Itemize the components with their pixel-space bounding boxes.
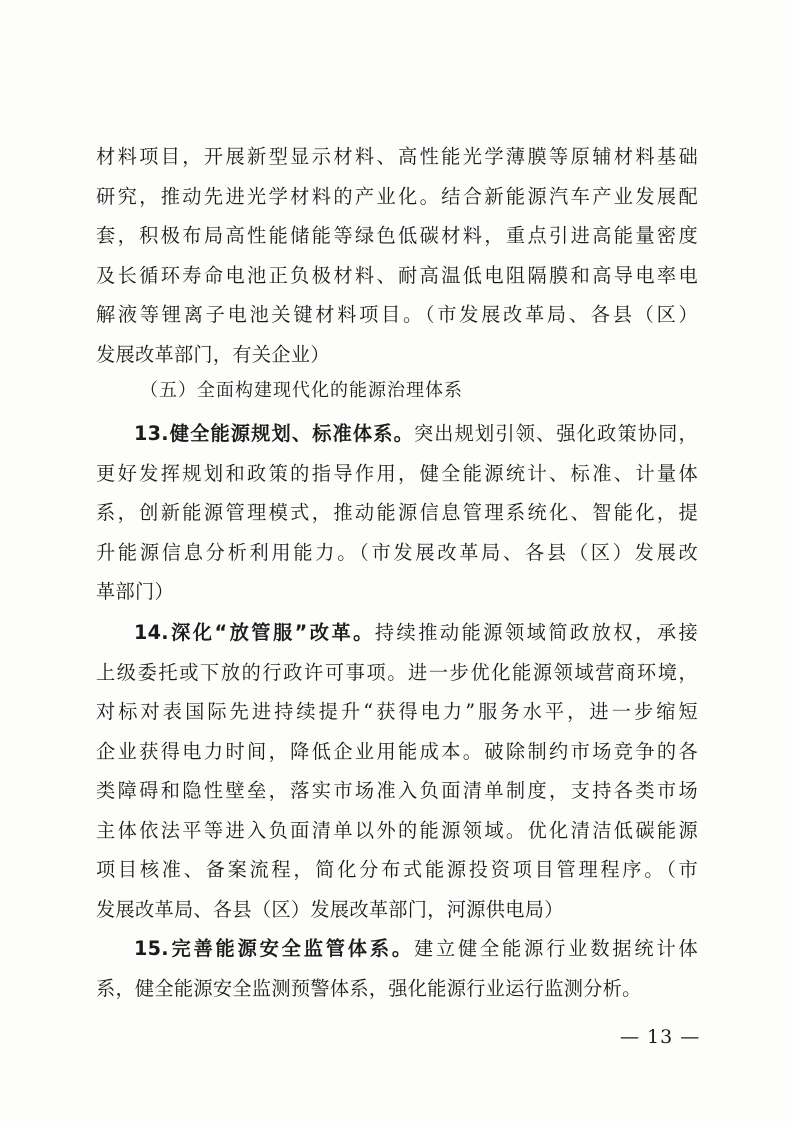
text-line: 材料项目，开展新型显示材料、高性能光学薄膜等原辅材料基础 (96, 145, 698, 168)
item-15-first-line (96, 929, 698, 969)
text-line: 类障碍和隐性壁垒，落实市场准入负面清单制度，支持各类市场 (96, 779, 698, 802)
text-line: 革部门） (96, 580, 174, 603)
item-13-title: 13.健全能源规划、标准体系。 (134, 422, 414, 445)
text-line: 系，健全能源安全监测预警体系，强化能源行业运行监测分析。 (96, 976, 642, 1000)
text-line: 研究，推动先进光学材料的产业化。结合新能源汽车产业发展配 (96, 184, 698, 208)
item-13-first-rest: 突出规划引领、强化政策协同， (413, 422, 698, 445)
text-line: 发展改革部门，有关企业） (96, 342, 330, 366)
text-line: 对标对表国际先进持续提升“获得电力”服务水平，进一步缩短 (96, 700, 698, 723)
paragraph-materials (96, 137, 698, 374)
text-line: 及长循环寿命电池正负极材料、耐高温低电阻隔膜和高导电率电 (96, 263, 698, 287)
text-line: 套，积极布局高性能储能等绿色低碳材料，重点引进高能量密度 (96, 224, 698, 247)
item-15-first-rest: 建立健全能源行业数据统计体 (413, 937, 698, 960)
item-15 (96, 929, 698, 1008)
text-line: 企业获得电力时间，降低企业用能成本。破除制约市场竞争的各 (96, 739, 698, 763)
section-heading: （五）全面构建现代化的能源治理体系 (140, 380, 463, 401)
text-line: 发展改革局、各县（区）发展改革部门，河源供电局） (96, 897, 564, 921)
text-line: 主体依法平等进入负面清单以外的能源领域。优化清洁低碳能源 (96, 818, 698, 842)
text-line: 更好发挥规划和政策的指导作用，健全能源统计、标准、计量体 (96, 461, 698, 485)
page-number: — 13 — (620, 1026, 701, 1048)
item-14-title: 14.深化“放管服”改革。 (134, 621, 375, 644)
item-13-first-line (96, 414, 698, 454)
text-line: 项目核准、备案流程，简化分布式能源投资项目管理程序。（市 (96, 858, 698, 881)
text-line: 上级委托或下放的行政许可事项。进一步优化能源领域营商环境， (96, 660, 698, 684)
text-line: 解液等锂离子电池关键材料项目。（市发展改革局、各县（区） (96, 303, 698, 326)
text-line: 系，创新能源管理模式，推动能源信息管理系统化、智能化，提 (96, 501, 698, 524)
item-13 (96, 414, 698, 612)
text-line: 升能源信息分析利用能力。（市发展改革局、各县（区）发展改 (96, 540, 698, 564)
item-14 (96, 613, 698, 929)
item-14-first-line (96, 613, 698, 653)
item-14-first-rest: 持续推动能源领域简政放权，承接 (374, 621, 698, 644)
item-15-title: 15.完善能源安全监管体系。 (134, 937, 414, 960)
